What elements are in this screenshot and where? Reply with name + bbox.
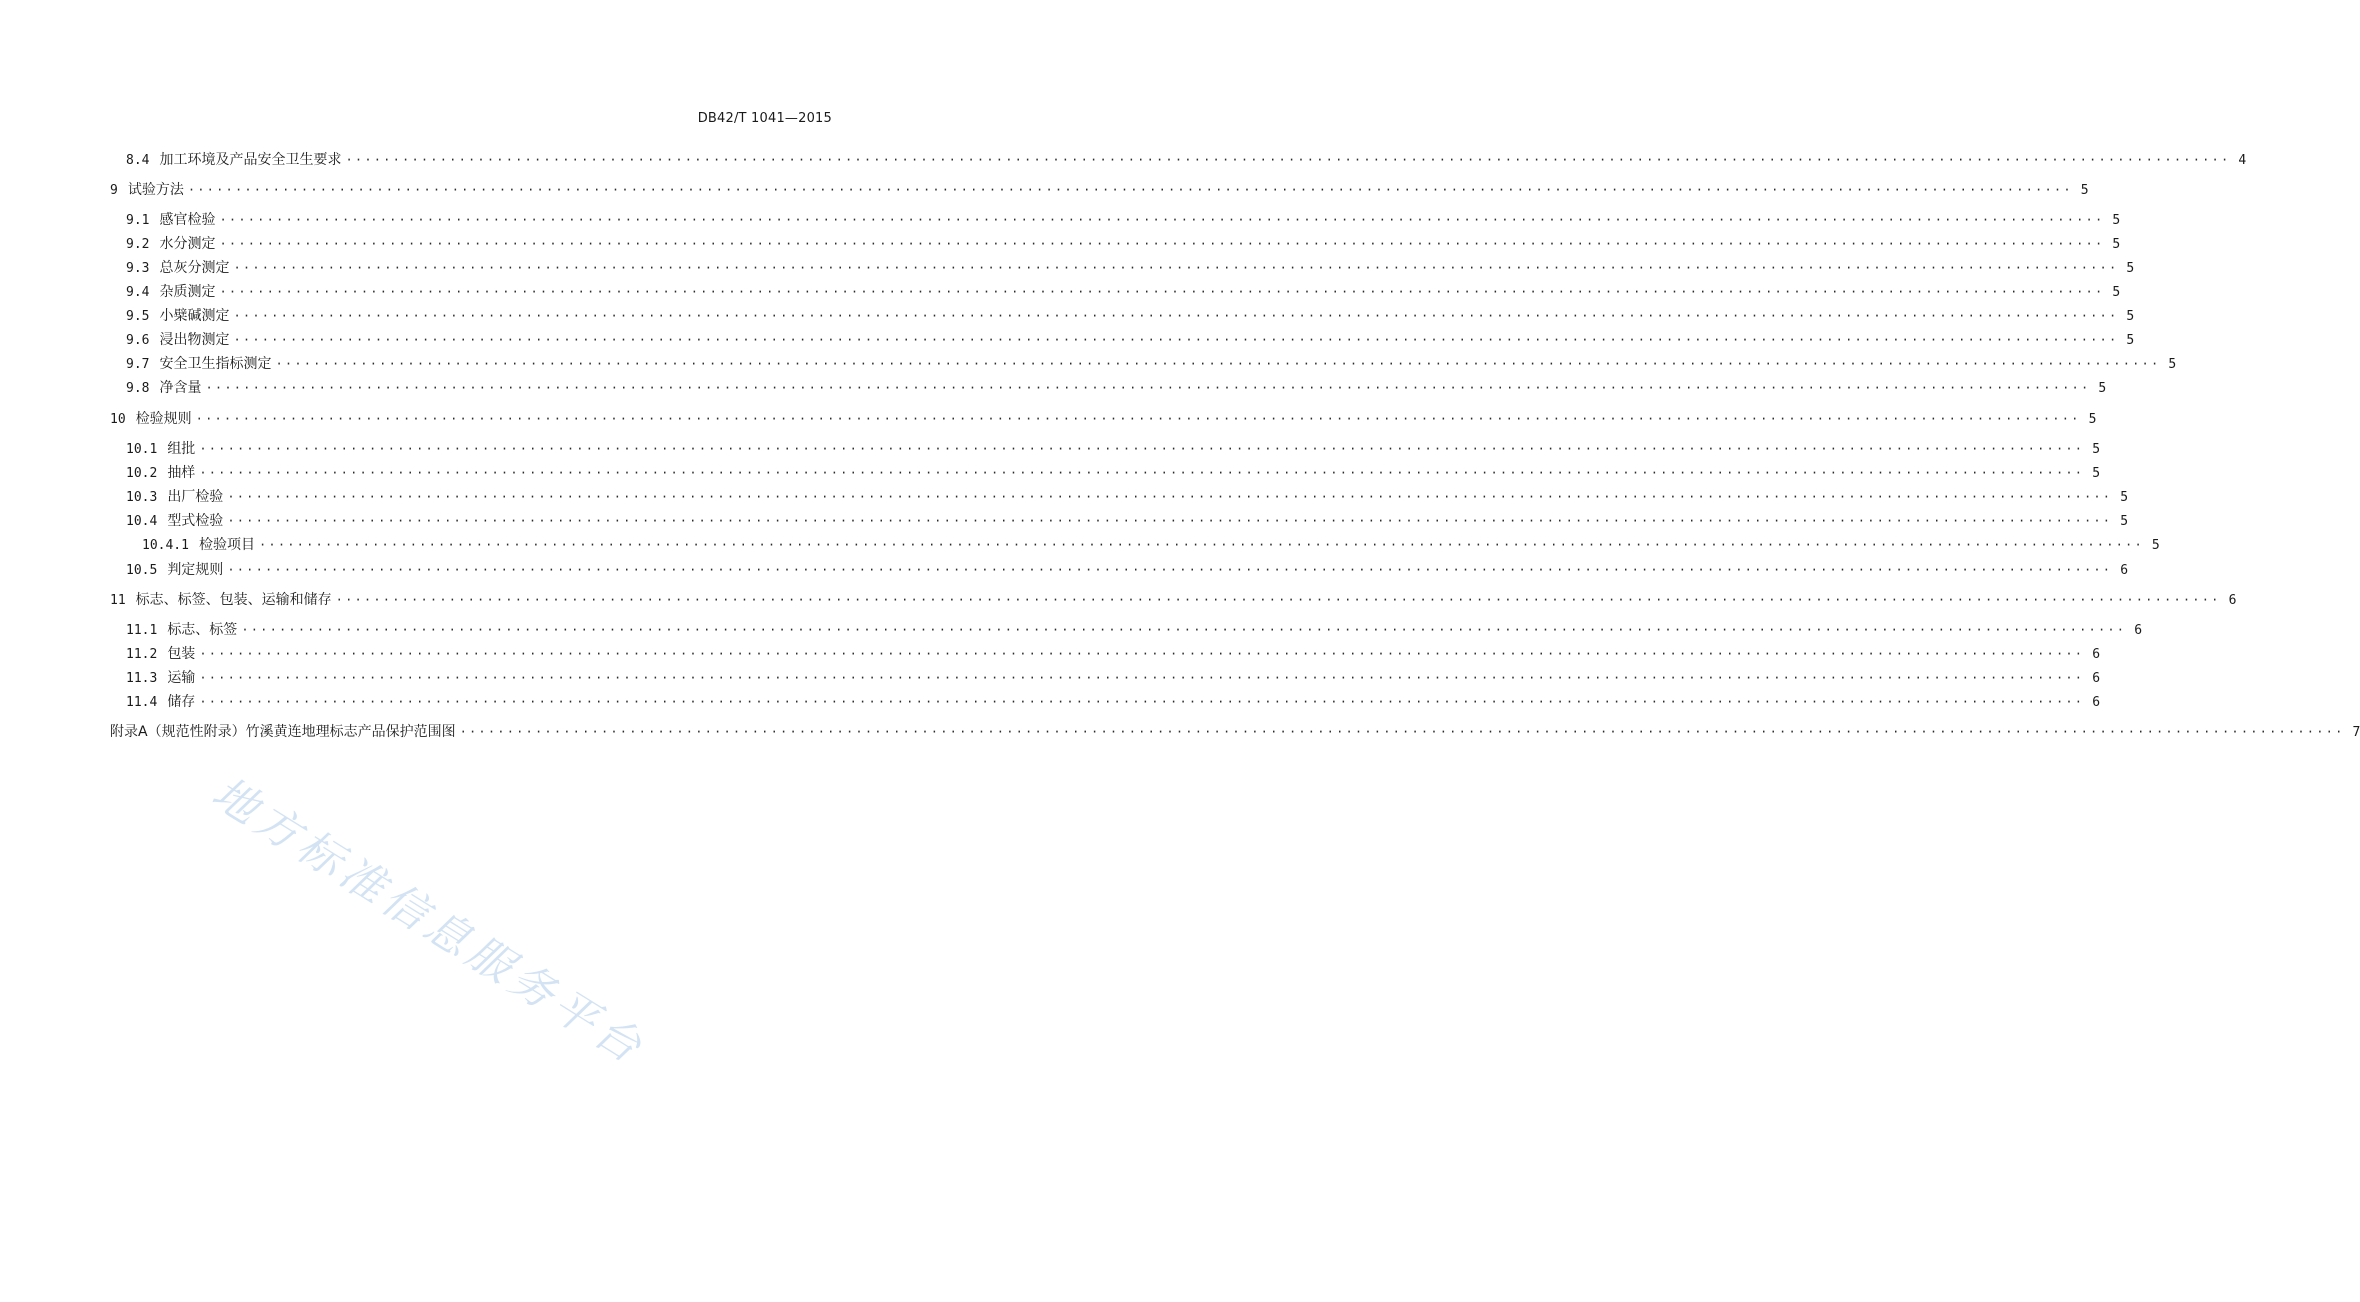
toc-title: 安全卫生指标测定 — [159, 356, 272, 372]
toc-number: 9.1 — [126, 213, 150, 228]
toc-entry[interactable] — [110, 180, 2089, 200]
toc-leader: ········································································································································································································ — [195, 412, 2081, 426]
toc-title: 小檗碱测定 — [159, 308, 230, 324]
toc-leader: ········································································································································································································ — [275, 357, 2161, 371]
toc-entry[interactable] — [126, 463, 2101, 483]
toc-leader: ········································································································································································································ — [227, 490, 2113, 504]
toc-number: 9.8 — [126, 381, 150, 396]
toc-number: 9.6 — [126, 333, 150, 348]
toc-title: 检验规则 — [135, 411, 192, 427]
toc-number: 10.5 — [126, 563, 158, 578]
toc-number: 8.4 — [126, 153, 150, 168]
toc-leader: ········································································································································································································ — [258, 538, 2144, 552]
toc-leader: ········································································································································································································ — [233, 261, 2119, 275]
toc-entry[interactable] — [126, 620, 2143, 640]
toc-title: 运输 — [167, 670, 196, 686]
toc-number: 10.2 — [126, 466, 158, 481]
toc-entry[interactable] — [126, 692, 2101, 712]
toc-page-number: 6 — [2228, 593, 2237, 608]
toc-title: 型式检验 — [167, 513, 224, 529]
toc-page-number: 5 — [2080, 183, 2089, 198]
toc-number: 9.7 — [126, 357, 150, 372]
toc-number: 9.2 — [126, 237, 150, 252]
toc-leader: ········································································································································································································ — [199, 671, 2085, 685]
toc-leader: ········································································································································································································ — [187, 183, 2073, 197]
toc-leader: ········································································································································································································ — [459, 725, 2345, 739]
toc-entry[interactable] — [126, 644, 2101, 664]
toc-page-number: 6 — [2092, 671, 2101, 686]
toc-entry[interactable] — [126, 668, 2101, 688]
toc-title: 包装 — [167, 646, 196, 662]
toc-entry[interactable] — [126, 354, 2177, 374]
toc-number: 10.4.1 — [142, 538, 189, 553]
toc-entry[interactable] — [126, 234, 2121, 254]
toc-number: 9.3 — [126, 261, 150, 276]
toc-title: 检验项目 — [198, 537, 255, 553]
toc-entry[interactable] — [126, 511, 2129, 531]
toc-page-number: 4 — [2238, 153, 2247, 168]
toc-page-number: 5 — [2126, 309, 2135, 324]
toc-number: 11 — [110, 593, 126, 608]
toc-title: 组批 — [167, 441, 196, 457]
toc-page-number: 6 — [2092, 695, 2101, 710]
toc-number: 11.4 — [126, 695, 158, 710]
toc-title: 标志、标签 — [167, 622, 238, 638]
toc-entry[interactable] — [126, 560, 2129, 580]
toc-page-number: 6 — [2120, 563, 2129, 578]
toc-page-number: 5 — [2168, 357, 2177, 372]
toc-leader: ········································································································································································································ — [233, 333, 2119, 347]
toc-leader: ········································································································································································································ — [227, 514, 2113, 528]
toc-number: 11.1 — [126, 623, 158, 638]
toc-page-number: 5 — [2126, 333, 2135, 348]
toc-title: 净含量 — [159, 380, 202, 396]
toc-leader: ········································································································································································································ — [205, 381, 2091, 395]
toc-leader: ········································································································································································································ — [219, 285, 2105, 299]
watermark: 地方标准信息服务平台 — [203, 767, 655, 1076]
toc-leader: ········································································································································································································ — [199, 466, 2085, 480]
toc-leader: ········································································································································································································ — [345, 153, 2231, 167]
toc-leader: ········································································································································································································ — [227, 563, 2113, 577]
toc-page-number: 5 — [2151, 538, 2160, 553]
toc-title: 水分测定 — [159, 236, 216, 252]
toc-leader: ········································································································································································································ — [199, 647, 2085, 661]
toc-page-number: 5 — [2112, 213, 2121, 228]
toc-title: 总灰分测定 — [159, 260, 230, 276]
toc-page-number: 5 — [2088, 412, 2097, 427]
toc-number: 11.3 — [126, 671, 158, 686]
toc-leader: ········································································································································································································ — [219, 237, 2105, 251]
toc-page-number: 6 — [2134, 623, 2143, 638]
toc-entry[interactable] — [110, 590, 2237, 610]
toc-title: 试验方法 — [127, 182, 184, 198]
toc-entry[interactable] — [126, 439, 2101, 459]
toc-number: 9.4 — [126, 285, 150, 300]
toc-leader: ········································································································································································································ — [335, 593, 2221, 607]
toc-page-number: 5 — [2120, 490, 2129, 505]
toc-entry[interactable] — [126, 330, 2135, 350]
toc-page-number: 6 — [2092, 647, 2101, 662]
toc-leader: ········································································································································································································ — [219, 213, 2105, 227]
toc-title: 浸出物测定 — [159, 332, 230, 348]
toc-number: 9.5 — [126, 309, 150, 324]
toc-page-number: 5 — [2092, 466, 2101, 481]
toc-page-number: 5 — [2112, 237, 2121, 252]
toc-number: 9 — [110, 183, 118, 198]
toc-number: 10.4 — [126, 514, 158, 529]
toc-entry[interactable] — [126, 150, 2247, 170]
toc-page-number: 7 — [2352, 725, 2360, 740]
toc-entry[interactable] — [126, 306, 2135, 326]
toc-entry[interactable] — [110, 409, 2097, 429]
toc-number: 10 — [110, 412, 126, 427]
toc-title: 出厂检验 — [167, 489, 224, 505]
toc-title: 储存 — [167, 694, 196, 710]
toc-number: 11.2 — [126, 647, 158, 662]
toc-number: 10.1 — [126, 442, 158, 457]
toc-entry[interactable] — [126, 258, 2135, 278]
toc-entry[interactable] — [126, 282, 2121, 302]
toc-leader: ········································································································································································································ — [199, 442, 2085, 456]
toc-entry[interactable] — [126, 210, 2121, 230]
toc-entry[interactable] — [126, 378, 2107, 398]
toc-title: 加工环境及产品安全卫生要求 — [159, 152, 342, 168]
toc-title: 判定规则 — [167, 562, 224, 578]
toc-number: 10.3 — [126, 490, 158, 505]
document-code: DB42/T 1041—2015 — [697, 111, 832, 126]
toc-leader: ········································································································································································································ — [233, 309, 2119, 323]
toc-page-number: 5 — [2120, 514, 2129, 529]
toc-entry[interactable] — [126, 487, 2129, 507]
toc-leader: ········································································································································································································ — [241, 623, 2127, 637]
toc-title: 抽样 — [167, 465, 196, 481]
toc-page-number: 5 — [2092, 442, 2101, 457]
toc-title: 附录A（规范性附录）竹溪黄连地理标志产品保护范围图 — [110, 724, 456, 740]
toc-page-number: 5 — [2098, 381, 2107, 396]
toc-page-number: 5 — [2126, 261, 2135, 276]
toc-leader: ········································································································································································································ — [199, 695, 2085, 709]
toc-entry[interactable] — [142, 535, 2160, 555]
toc-title: 标志、标签、包装、运输和储存 — [135, 592, 332, 608]
toc-page-number: 5 — [2112, 285, 2121, 300]
toc-title: 杂质测定 — [159, 284, 216, 300]
toc-entry[interactable] — [110, 722, 2360, 742]
toc-title: 感官检验 — [159, 212, 216, 228]
